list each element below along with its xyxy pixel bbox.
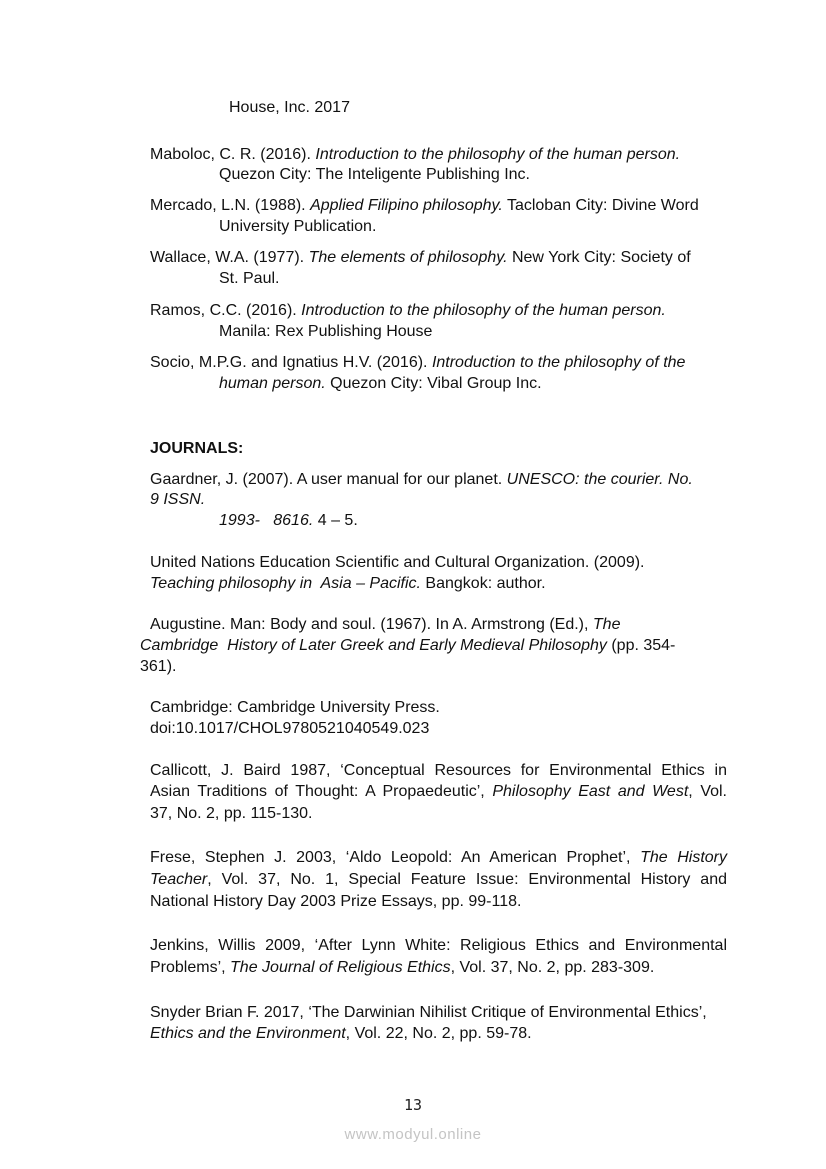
reference-text: Wallace, W.A. (1977). (150, 249, 309, 266)
reference-text: , Vol. (688, 783, 728, 800)
italic-title-text: Introduction to the philosophy of the human person. (301, 302, 666, 319)
watermark: www.modyul.online (344, 1126, 482, 1143)
reference-text: , Vol. 37, No. 1, Special Feature Issue: Environmental History and (207, 871, 727, 888)
reference-text: Jenkins, Willis 2009, ‘After Lynn White: Religious Ethics and Environmental (150, 937, 727, 954)
page-number: 13 (403, 1096, 423, 1114)
reference-line (219, 512, 358, 530)
reference-line (150, 471, 693, 489)
reference-text: Gaardner, J. (2007). A user manual for our planet. (150, 471, 507, 488)
reference-line (150, 1004, 707, 1022)
reference-line (229, 99, 350, 117)
reference-text: Problems’, (150, 959, 231, 976)
reference-line (219, 218, 376, 236)
reference-text: Cambridge: Cambridge University Press. (150, 699, 440, 716)
reference-line (150, 699, 440, 717)
reference-text: , Vol. 22, No. 2, pp. 59-78. (345, 1025, 532, 1042)
reference-text: New York City: Society of (507, 249, 691, 266)
reference-line (150, 893, 521, 911)
reference-text: Socio, M.P.G. and Ignatius H.V. (2016). (150, 354, 432, 371)
reference-text: Mercado, L.N. (1988). (150, 197, 311, 214)
italic-title-text: human person. (219, 375, 326, 392)
italic-title-text: Introduction to the philosophy of the (431, 354, 686, 371)
reference-text: University Publication. (219, 218, 377, 235)
reference-line (150, 937, 727, 955)
reference-text: doi:10.1017/CHOL9780521040549.023 (150, 720, 430, 737)
italic-title-text: Cambridge History of Later Greek and Early Medieval Philosophy (140, 637, 607, 654)
reference-line (140, 637, 675, 655)
reference-line (150, 554, 645, 572)
reference-line (150, 249, 691, 267)
reference-line (150, 783, 727, 801)
reference-line (150, 720, 429, 738)
reference-line (150, 805, 312, 823)
reference-text: Snyder Brian F. 2017, ‘The Darwinian Nihilist Critique of Environmental Ethics’, (150, 1004, 707, 1021)
reference-line (150, 959, 654, 977)
reference-text: 37, No. 2, pp. 115-130. (150, 805, 313, 822)
reference-text: United Nations Education Scientific and Cultural Organization. (2009). (150, 554, 645, 571)
reference-text: Tacloban City: Divine Word (502, 197, 699, 214)
reference-text: House, Inc. 2017 (229, 99, 350, 116)
reference-text: Frese, Stephen J. 2003, ‘Aldo Leopold: An American Prophet’, (150, 849, 641, 866)
italic-title-text: The (592, 616, 621, 633)
italic-title-text: The elements of philosophy. (308, 249, 508, 266)
reference-text: , Vol. 37, No. 2, pp. 283-309. (450, 959, 655, 976)
italic-title-text: Introduction to the philosophy of the human person. (315, 146, 681, 163)
reference-line (150, 849, 727, 867)
reference-text: Augustine. Man: Body and soul. (1967). In A. Armstrong (Ed.), (150, 616, 593, 633)
reference-text: Ramos, C.C. (2016). (150, 302, 302, 319)
reference-text: 4 – 5. (313, 512, 358, 529)
italic-title-text: The Journal of Religious Ethics (230, 959, 451, 976)
reference-line (150, 762, 727, 780)
reference-line (219, 270, 279, 288)
reference-line (219, 323, 432, 341)
reference-line (150, 616, 620, 634)
italic-title-text: Philosophy East and West (492, 783, 689, 800)
reference-line (150, 871, 727, 889)
reference-line (150, 354, 685, 372)
reference-text: Maboloc, C. R. (2016). (150, 146, 316, 163)
reference-text: Callicott, J. Baird 1987, ‘Conceptual Resources for Environmental Ethics in (150, 762, 727, 779)
reference-line (150, 302, 666, 320)
reference-line (150, 575, 546, 593)
reference-text: Manila: Rex Publishing House (219, 323, 433, 340)
italic-title-text: 9 ISSN. (150, 491, 206, 508)
reference-text: Quezon City: Vibal Group Inc. (325, 375, 542, 392)
reference-line (150, 491, 205, 509)
italic-title-text: Teacher (150, 871, 208, 888)
reference-text: National History Day 2003 Prize Essays, pp. 99-118. (150, 893, 522, 910)
italic-title-text: UNESCO: the courier. No. (506, 471, 693, 488)
journals-heading: JOURNALS: (150, 440, 244, 457)
reference-line (150, 197, 699, 215)
reference-line (150, 1025, 532, 1043)
italic-title-text: Teaching philosophy in Asia – Pacific. (150, 575, 421, 592)
reference-text: Bangkok: author. (420, 575, 546, 592)
reference-text: 361). (140, 658, 177, 675)
reference-text: Asian Traditions of Thought: A Propaedeutic’, (150, 783, 493, 800)
reference-line (219, 166, 530, 184)
reference-line (150, 146, 680, 164)
reference-line (219, 375, 542, 393)
italic-title-text: Applied Filipino philosophy. (310, 197, 503, 214)
italic-title-text: Ethics and the Environment (150, 1025, 346, 1042)
italic-title-text: 1993- 8616. (219, 512, 314, 529)
reference-text: Quezon City: The Inteligente Publishing Inc. (219, 166, 530, 183)
reference-text: (pp. 354- (606, 637, 676, 654)
italic-title-text: The History (640, 849, 727, 866)
reference-text: St. Paul. (219, 270, 280, 287)
reference-line (140, 658, 176, 676)
